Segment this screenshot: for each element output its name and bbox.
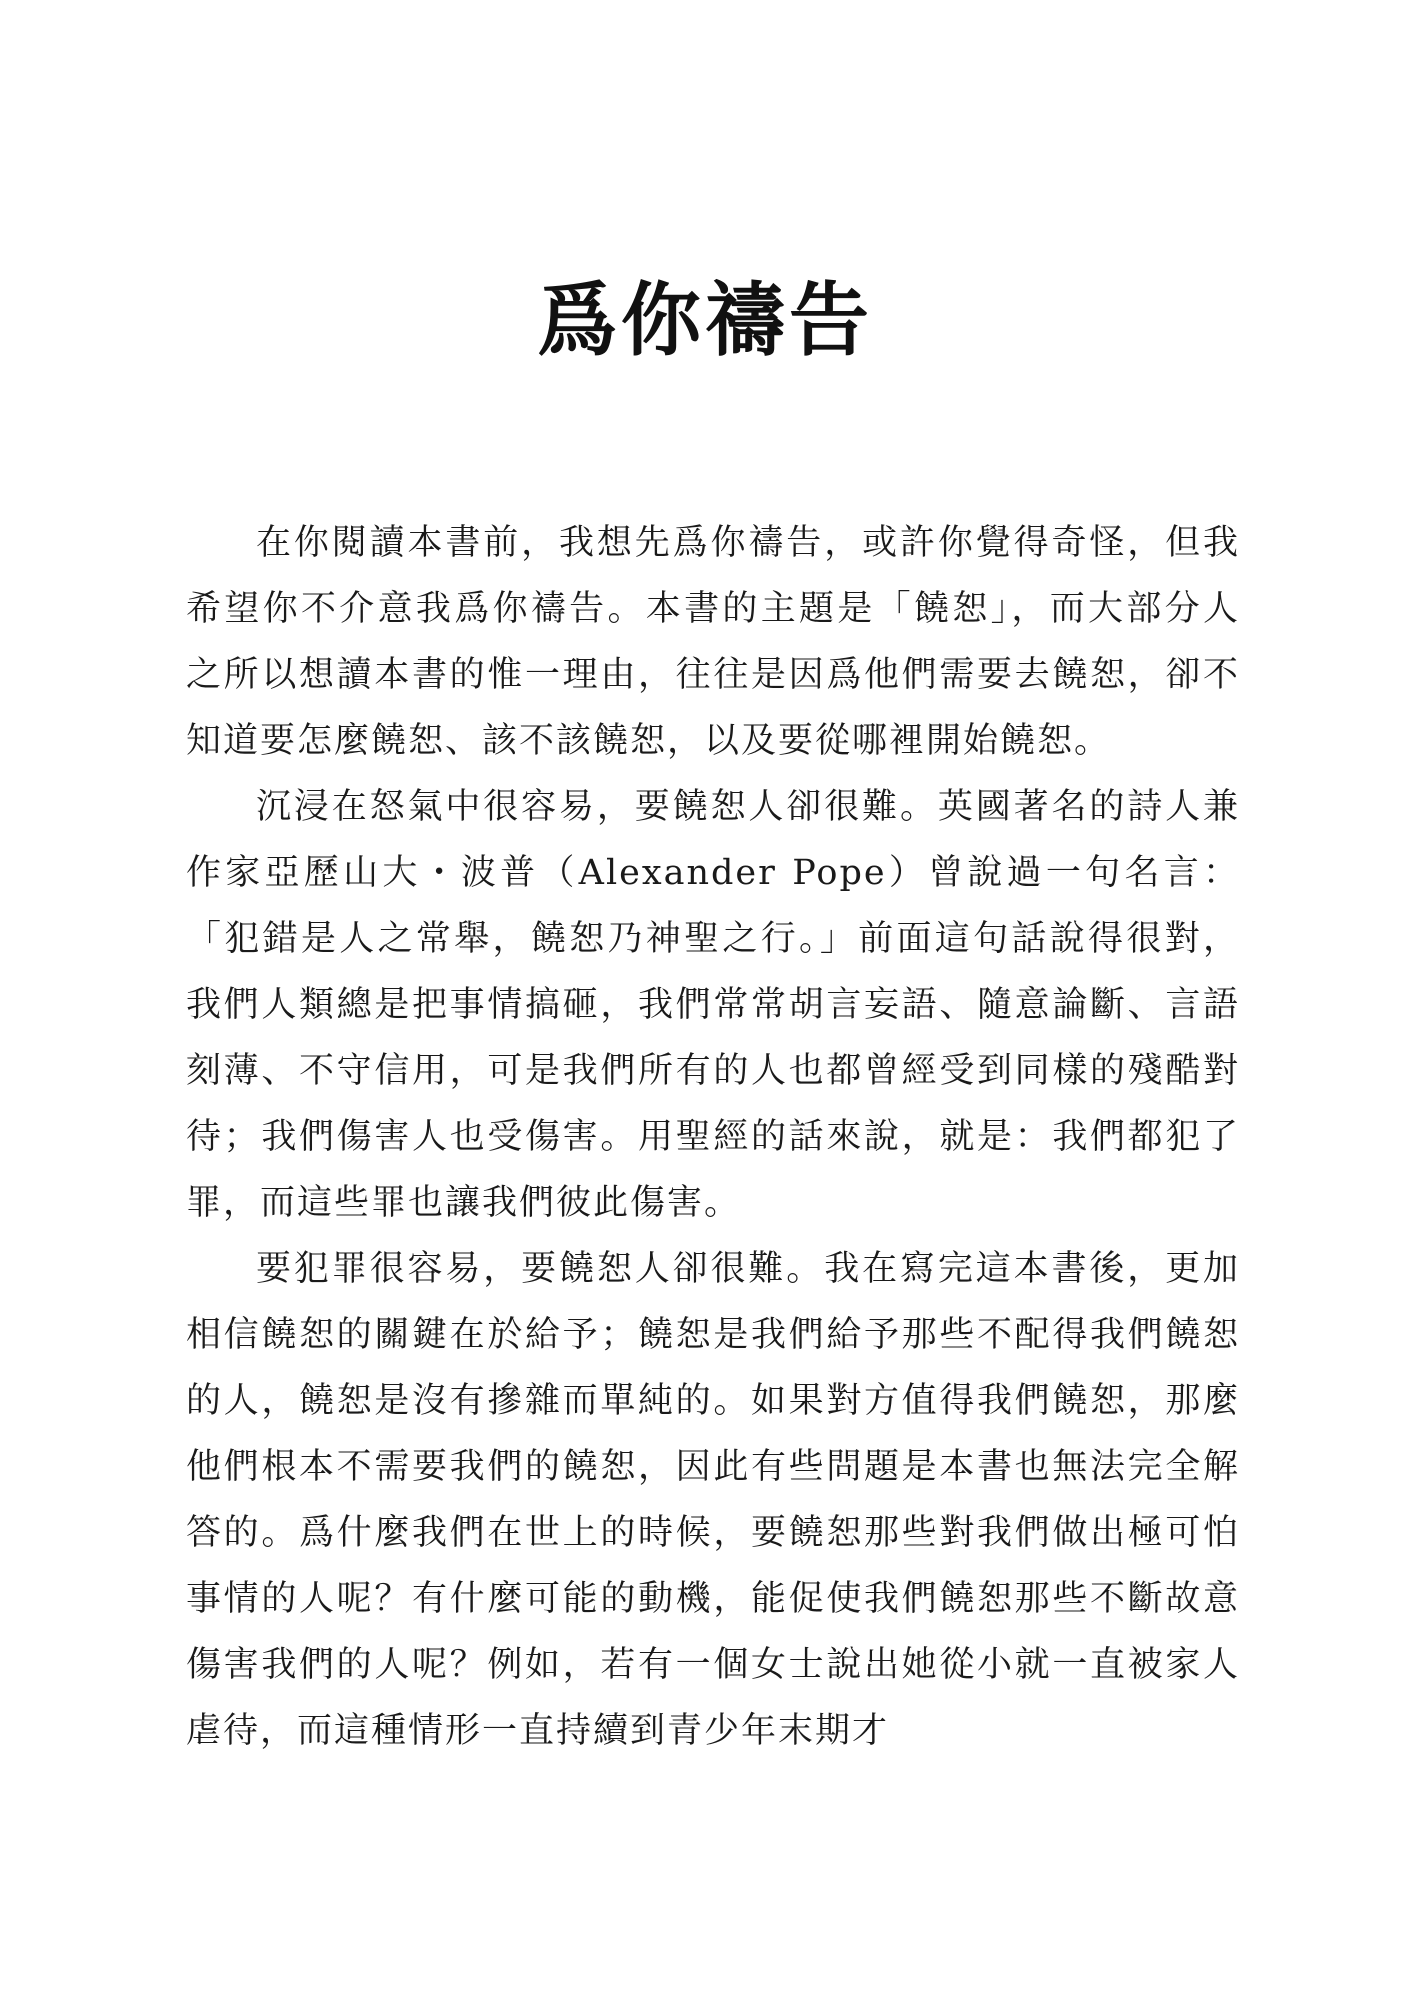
chapter-title: 爲你禱告 [537,273,873,367]
paragraph-3: 要犯罪很容易，要饒恕人卻很難。我在寫完這本書後，更加相信饒恕的關鍵在於給予；饒恕是我們給予那些不配得我們饒恕的人，饒恕是沒有摻雜而單純的。如果對方值得我們饒恕，那麼他們根本不需要我們的饒恕，因此有些問題是本書也無法完全解答的。爲什麼我們在世上的時候，要饒恕那些對我們做出極可怕事情的人呢？有什麼可能的動機，能促使我們饒恕那些不斷故意傷害我們的人呢？例如，若有一個女士說出她從小就一直被家人虐待，而這種情形一直持續到青少年末期才 [186,1249,1240,1751]
body-text [186,510,1240,1764]
paragraph-1: 在你閱讀本書前，我想先爲你禱告，或許你覺得奇怪，但我希望你不介意我爲你禱告。本書的主題是「饒恕」，而大部分人之所以想讀本書的惟一理由，往往是因爲他們需要去饒恕，卻不知道要怎麼饒恕、該不該饒恕，以及要從哪裡開始饒恕。 [186,523,1240,761]
paragraph-2: 沉浸在怒氣中很容易，要饒恕人卻很難。英國著名的詩人兼作家亞歷山大・波普（Alexander Pope）曾說過一句名言：「犯錯是人之常舉，饒恕乃神聖之行。」前面這句話說得很對，我們人類總是把事情搞砸，我們常常胡言妄語、隨意論斷、言語刻薄、不守信用，可是我們所有的人也都曾經受到同樣的殘酷對待；我們傷害人也受傷害。用聖經的話來說，就是：我們都犯了罪，而這些罪也讓我們彼此傷害。 [186,787,1240,1223]
